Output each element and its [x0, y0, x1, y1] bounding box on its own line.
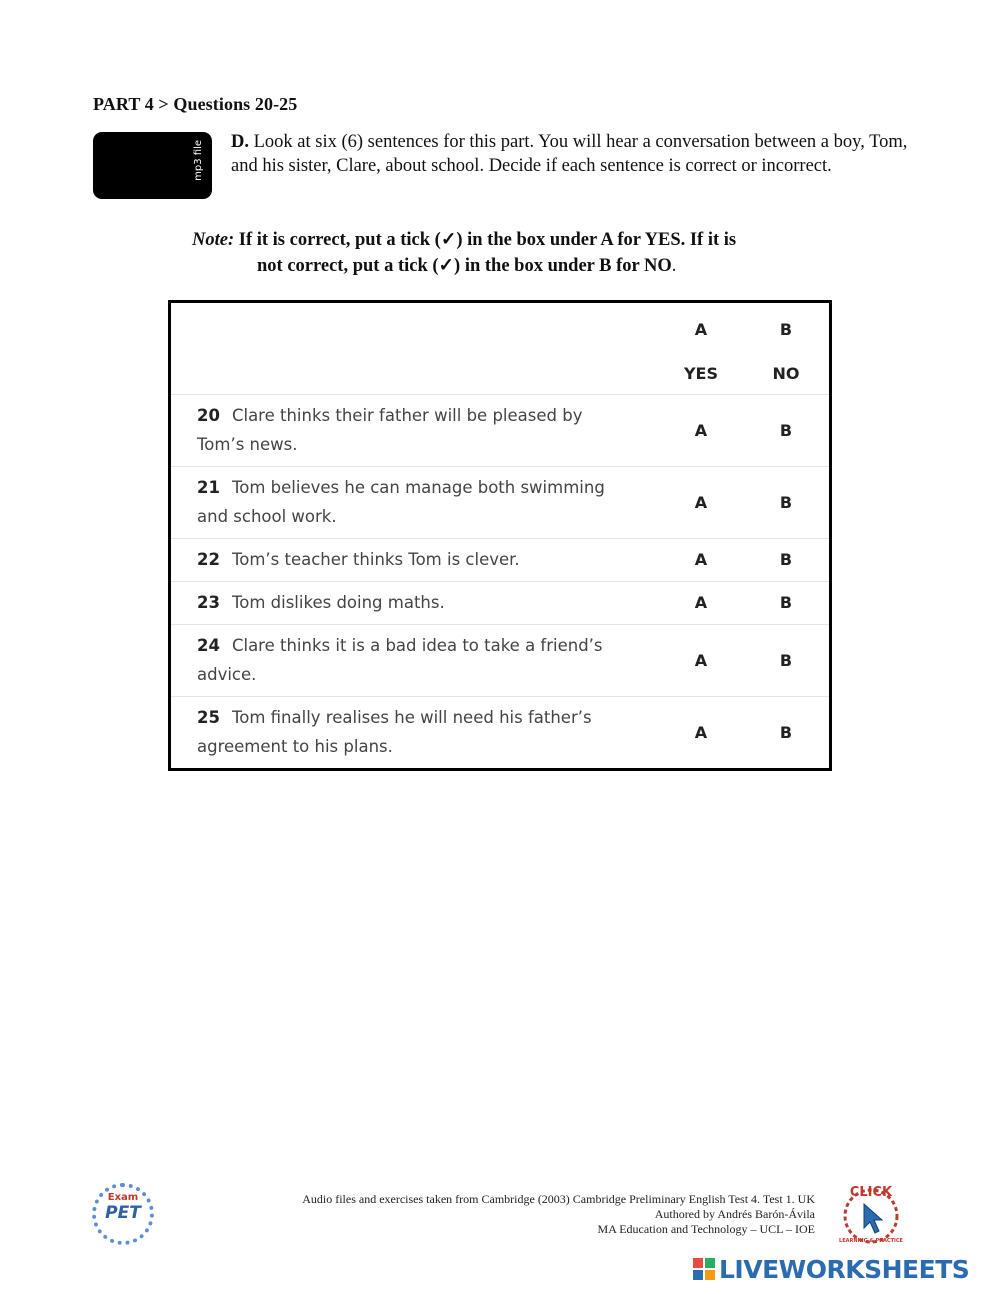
footer-line-1: Audio files and exercises taken from Cambridge (2003) Cambridge Preliminary English Test 4. Test 1. UK [302, 1192, 815, 1206]
footer-line-3: MA Education and Technology – UCL – IOE [597, 1222, 815, 1236]
instruction-paragraph [231, 130, 911, 178]
question-sentence: Clare thinks their father will be pleased by Tom’s news. [197, 406, 583, 454]
question-row-21 [171, 466, 829, 539]
question-number: 23 [197, 593, 220, 612]
option-a-box[interactable]: A [694, 421, 708, 440]
question-row-22 [171, 538, 829, 582]
question-number: 21 [197, 478, 220, 497]
instruction-text: Look at six (6) sentences for this part. You will hear a conversation between a boy, Tom, and his sister, Clare, about school. Decide if each sentence is correct or incorrect. [231, 132, 908, 176]
cursor-arrow-icon [864, 1204, 882, 1233]
option-a-box[interactable]: A [694, 723, 708, 742]
column-header-no: NO [772, 364, 800, 383]
note-label: Note: [192, 230, 235, 250]
option-a-box[interactable]: A [694, 550, 708, 569]
option-b-box[interactable]: B [779, 593, 793, 612]
question-number: 25 [197, 708, 220, 727]
option-b-box[interactable]: B [779, 421, 793, 440]
question-sentence: Tom dislikes doing maths. [231, 593, 445, 612]
liveworksheets-brand [693, 1255, 969, 1283]
option-b-box[interactable]: B [779, 723, 793, 742]
option-b-box[interactable]: B [779, 550, 793, 569]
option-b-box[interactable]: B [779, 493, 793, 512]
question-row-23 [171, 581, 829, 625]
page-heading: PART 4 > Questions 20-25 [93, 94, 298, 114]
pet-logo-main: PET [105, 1203, 141, 1223]
question-text [197, 631, 627, 689]
question-row-20 [171, 394, 829, 467]
column-header-a: A [694, 320, 708, 339]
note-stop: . [671, 256, 677, 276]
column-header-yes: YES [683, 364, 719, 383]
question-row-24 [171, 624, 829, 697]
question-sentence: Tom believes he can manage both swimming and school work. [197, 478, 605, 526]
exam-pet-logo [92, 1183, 154, 1245]
click-logo-subtitle: LEARNING & PRACTICE [839, 1238, 903, 1244]
footer-line-2: Authored by Andrés Barón-Ávila [654, 1207, 815, 1221]
option-a-box[interactable]: A [694, 651, 708, 670]
option-a-box[interactable]: A [694, 493, 708, 512]
question-number: 24 [197, 636, 220, 655]
mp3-button-label: mp3 file [193, 140, 204, 181]
answer-table [168, 300, 832, 771]
mp3-audio-button[interactable] [93, 132, 212, 199]
click-learning-logo [836, 1180, 906, 1246]
question-sentence: Tom’s teacher thinks Tom is clever. [231, 550, 520, 569]
question-text [197, 703, 627, 761]
pet-logo-top: Exam [107, 1192, 139, 1203]
option-a-box[interactable]: A [694, 593, 708, 612]
question-number: 20 [197, 406, 220, 425]
question-sentence: Clare thinks it is a bad idea to take a friend’s advice. [197, 636, 603, 684]
instruction-letter: D. [231, 132, 249, 152]
question-text [197, 473, 627, 531]
liveworksheets-cubes-icon [693, 1258, 715, 1280]
footer-credits [240, 1192, 815, 1237]
question-sentence: Tom finally realises he will need his father’s agreement to his plans. [197, 708, 592, 756]
question-text [197, 401, 627, 459]
note-line-1: If it is correct, put a tick (✓) in the box under A for YES. If it is [238, 230, 737, 250]
note-block [192, 227, 832, 279]
column-header-b: B [779, 320, 793, 339]
question-row-25 [171, 696, 829, 769]
question-number: 22 [197, 550, 220, 569]
liveworksheets-wordmark: LIVEWORKSHEETS [719, 1254, 970, 1284]
question-text [197, 545, 627, 574]
question-text [197, 588, 627, 617]
click-logo-title: CLICK [849, 1185, 893, 1200]
option-b-box[interactable]: B [779, 651, 793, 670]
note-line-2: not correct, put a tick (✓) in the box under B for NO [257, 256, 672, 276]
